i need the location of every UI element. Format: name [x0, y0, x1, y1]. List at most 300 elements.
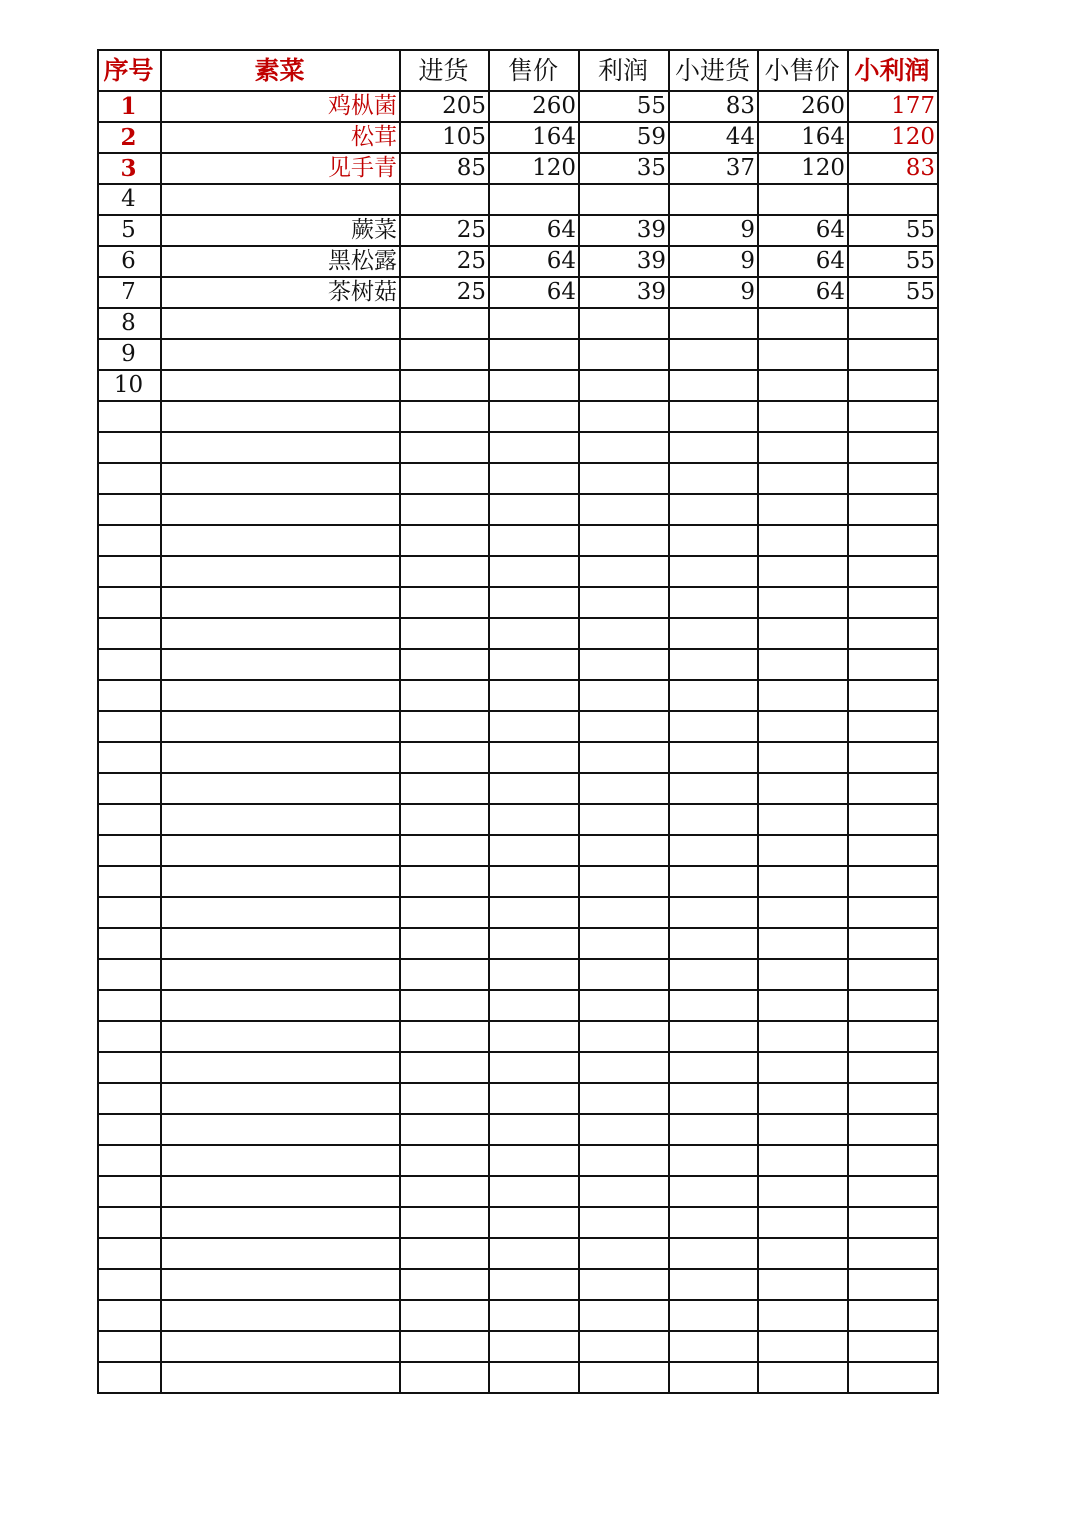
empty-cell — [758, 556, 848, 587]
profit-value: 39 — [579, 215, 669, 246]
purchase-value: 25 — [400, 215, 489, 246]
empty-cell — [161, 649, 400, 680]
empty-cell — [758, 680, 848, 711]
empty-cell — [758, 959, 848, 990]
empty-table-row — [98, 1114, 938, 1145]
purchase-value: 85 — [400, 153, 489, 184]
empty-cell — [669, 1083, 758, 1114]
empty-cell — [579, 649, 669, 680]
empty-cell — [400, 432, 489, 463]
profit-value: 55 — [579, 91, 669, 122]
empty-cell — [161, 494, 400, 525]
small-sale-price-value — [758, 308, 848, 339]
empty-cell — [489, 432, 579, 463]
empty-cell — [669, 1331, 758, 1362]
empty-cell — [161, 835, 400, 866]
empty-cell — [400, 525, 489, 556]
empty-table-row — [98, 649, 938, 680]
empty-cell — [161, 1362, 400, 1393]
header-small-sale-price: 小售价 — [758, 50, 848, 91]
empty-cell — [400, 1300, 489, 1331]
empty-cell — [98, 680, 161, 711]
empty-cell — [848, 928, 938, 959]
empty-cell — [98, 556, 161, 587]
empty-cell — [400, 959, 489, 990]
purchase-value — [400, 339, 489, 370]
profit-value — [579, 370, 669, 401]
empty-table-row — [98, 773, 938, 804]
empty-cell — [161, 928, 400, 959]
empty-cell — [400, 494, 489, 525]
empty-cell — [758, 928, 848, 959]
header-purchase: 进货 — [400, 50, 489, 91]
row-index: 6 — [98, 246, 161, 277]
empty-cell — [489, 525, 579, 556]
vegetable-name: 鸡枞菌 — [161, 91, 400, 122]
empty-cell — [579, 1362, 669, 1393]
empty-cell — [161, 1331, 400, 1362]
empty-cell — [758, 835, 848, 866]
small-purchase-value: 37 — [669, 153, 758, 184]
header-sale-price: 售价 — [489, 50, 579, 91]
empty-cell — [98, 866, 161, 897]
empty-cell — [400, 1362, 489, 1393]
empty-table-row — [98, 401, 938, 432]
empty-cell — [400, 1114, 489, 1145]
empty-cell — [400, 680, 489, 711]
empty-cell — [161, 742, 400, 773]
empty-cell — [161, 1145, 400, 1176]
empty-cell — [848, 990, 938, 1021]
empty-cell — [98, 587, 161, 618]
empty-cell — [669, 556, 758, 587]
empty-cell — [161, 1269, 400, 1300]
row-index: 8 — [98, 308, 161, 339]
header-small-purchase: 小进货 — [669, 50, 758, 91]
empty-cell — [579, 432, 669, 463]
empty-cell — [848, 432, 938, 463]
vegetable-name — [161, 339, 400, 370]
empty-cell — [579, 711, 669, 742]
empty-cell — [848, 1114, 938, 1145]
empty-cell — [161, 711, 400, 742]
sale-price-value — [489, 370, 579, 401]
empty-cell — [489, 773, 579, 804]
empty-cell — [758, 1362, 848, 1393]
vegetable-name — [161, 308, 400, 339]
empty-cell — [669, 928, 758, 959]
table-row — [98, 91, 938, 122]
table-row — [98, 215, 938, 246]
empty-cell — [758, 494, 848, 525]
empty-cell — [400, 835, 489, 866]
empty-cell — [98, 1300, 161, 1331]
profit-value — [579, 339, 669, 370]
empty-cell — [579, 928, 669, 959]
empty-cell — [848, 463, 938, 494]
empty-cell — [848, 1300, 938, 1331]
empty-cell — [579, 1207, 669, 1238]
empty-cell — [758, 866, 848, 897]
small-profit-value — [848, 184, 938, 215]
profit-value — [579, 184, 669, 215]
small-profit-value — [848, 339, 938, 370]
empty-cell — [579, 1238, 669, 1269]
empty-cell — [579, 1052, 669, 1083]
row-index: 9 — [98, 339, 161, 370]
empty-cell — [848, 1207, 938, 1238]
empty-cell — [579, 587, 669, 618]
empty-cell — [400, 587, 489, 618]
table-row — [98, 339, 938, 370]
small-profit-value — [848, 308, 938, 339]
sale-price-value — [489, 308, 579, 339]
empty-cell — [848, 711, 938, 742]
small-profit-value: 120 — [848, 122, 938, 153]
empty-cell — [669, 742, 758, 773]
header-profit: 利润 — [579, 50, 669, 91]
empty-cell — [758, 463, 848, 494]
empty-cell — [161, 1114, 400, 1145]
empty-table-row — [98, 866, 938, 897]
empty-cell — [400, 1145, 489, 1176]
empty-cell — [489, 680, 579, 711]
empty-cell — [669, 1176, 758, 1207]
empty-cell — [400, 1269, 489, 1300]
empty-cell — [758, 742, 848, 773]
small-profit-value: 55 — [848, 246, 938, 277]
empty-cell — [161, 618, 400, 649]
empty-cell — [669, 1238, 758, 1269]
empty-cell — [758, 401, 848, 432]
empty-cell — [98, 835, 161, 866]
empty-cell — [758, 587, 848, 618]
empty-table-row — [98, 742, 938, 773]
empty-cell — [161, 556, 400, 587]
vegetable-name: 茶树菇 — [161, 277, 400, 308]
vegetable-name: 蕨菜 — [161, 215, 400, 246]
empty-cell — [669, 1052, 758, 1083]
empty-cell — [489, 587, 579, 618]
empty-cell — [669, 990, 758, 1021]
profit-value: 59 — [579, 122, 669, 153]
empty-cell — [161, 1052, 400, 1083]
empty-cell — [98, 928, 161, 959]
empty-cell — [848, 773, 938, 804]
empty-cell — [669, 649, 758, 680]
empty-cell — [489, 1021, 579, 1052]
small-purchase-value: 9 — [669, 215, 758, 246]
empty-cell — [400, 401, 489, 432]
small-purchase-value — [669, 370, 758, 401]
empty-cell — [758, 1269, 848, 1300]
empty-cell — [848, 959, 938, 990]
empty-cell — [98, 494, 161, 525]
empty-cell — [758, 525, 848, 556]
empty-cell — [161, 1207, 400, 1238]
empty-table-row — [98, 835, 938, 866]
empty-cell — [848, 1021, 938, 1052]
empty-cell — [579, 1114, 669, 1145]
empty-cell — [98, 990, 161, 1021]
empty-cell — [489, 556, 579, 587]
empty-cell — [579, 742, 669, 773]
empty-cell — [848, 1176, 938, 1207]
empty-cell — [669, 401, 758, 432]
empty-cell — [98, 959, 161, 990]
empty-cell — [848, 804, 938, 835]
small-profit-value: 177 — [848, 91, 938, 122]
empty-cell — [579, 1176, 669, 1207]
small-sale-price-value — [758, 339, 848, 370]
empty-cell — [98, 773, 161, 804]
empty-cell — [489, 1238, 579, 1269]
empty-cell — [161, 773, 400, 804]
empty-cell — [98, 1331, 161, 1362]
sale-price-value: 64 — [489, 246, 579, 277]
empty-table-row — [98, 587, 938, 618]
empty-cell — [98, 618, 161, 649]
empty-cell — [489, 494, 579, 525]
empty-cell — [848, 494, 938, 525]
profit-value: 39 — [579, 277, 669, 308]
empty-cell — [669, 866, 758, 897]
empty-cell — [98, 1269, 161, 1300]
empty-cell — [161, 1238, 400, 1269]
small-sale-price-value: 260 — [758, 91, 848, 122]
empty-cell — [848, 556, 938, 587]
empty-cell — [579, 773, 669, 804]
row-index: 1 — [98, 91, 161, 122]
small-purchase-value: 83 — [669, 91, 758, 122]
empty-cell — [848, 1269, 938, 1300]
header-small-profit: 小利润 — [848, 50, 938, 91]
header-index: 序号 — [98, 50, 161, 91]
empty-cell — [669, 680, 758, 711]
empty-cell — [489, 959, 579, 990]
empty-cell — [758, 1083, 848, 1114]
empty-cell — [758, 1238, 848, 1269]
empty-cell — [161, 990, 400, 1021]
empty-cell — [98, 432, 161, 463]
empty-cell — [669, 835, 758, 866]
vegetable-name: 黑松露 — [161, 246, 400, 277]
empty-cell — [489, 1176, 579, 1207]
empty-table-row — [98, 1083, 938, 1114]
small-purchase-value — [669, 184, 758, 215]
empty-cell — [400, 1176, 489, 1207]
empty-cell — [400, 649, 489, 680]
empty-cell — [758, 711, 848, 742]
empty-cell — [98, 1362, 161, 1393]
row-index: 2 — [98, 122, 161, 153]
empty-cell — [98, 1052, 161, 1083]
empty-cell — [848, 1362, 938, 1393]
empty-cell — [669, 804, 758, 835]
purchase-value — [400, 308, 489, 339]
profit-value: 39 — [579, 246, 669, 277]
empty-cell — [579, 401, 669, 432]
empty-table-row — [98, 959, 938, 990]
empty-cell — [400, 556, 489, 587]
empty-cell — [400, 618, 489, 649]
empty-cell — [758, 1021, 848, 1052]
empty-cell — [848, 866, 938, 897]
table-row — [98, 184, 938, 215]
row-index: 3 — [98, 153, 161, 184]
empty-cell — [98, 1238, 161, 1269]
purchase-value — [400, 370, 489, 401]
empty-cell — [669, 618, 758, 649]
empty-cell — [489, 1300, 579, 1331]
purchase-value: 25 — [400, 277, 489, 308]
empty-cell — [579, 897, 669, 928]
profit-value: 35 — [579, 153, 669, 184]
empty-cell — [489, 463, 579, 494]
empty-cell — [758, 1207, 848, 1238]
empty-table-row — [98, 1021, 938, 1052]
empty-cell — [579, 494, 669, 525]
empty-cell — [489, 928, 579, 959]
empty-cell — [98, 525, 161, 556]
empty-cell — [400, 1331, 489, 1362]
empty-cell — [161, 866, 400, 897]
empty-cell — [579, 1021, 669, 1052]
small-profit-value — [848, 370, 938, 401]
empty-cell — [758, 649, 848, 680]
empty-cell — [161, 587, 400, 618]
empty-cell — [848, 897, 938, 928]
empty-cell — [669, 525, 758, 556]
empty-cell — [161, 463, 400, 494]
empty-cell — [848, 835, 938, 866]
vegetable-price-table — [97, 49, 939, 1394]
empty-table-row — [98, 990, 938, 1021]
empty-cell — [489, 1145, 579, 1176]
empty-cell — [848, 1145, 938, 1176]
empty-cell — [579, 463, 669, 494]
empty-cell — [579, 804, 669, 835]
vegetable-name: 松茸 — [161, 122, 400, 153]
sale-price-value: 120 — [489, 153, 579, 184]
empty-cell — [669, 494, 758, 525]
purchase-value — [400, 184, 489, 215]
empty-cell — [848, 1331, 938, 1362]
empty-table-row — [98, 618, 938, 649]
empty-cell — [579, 680, 669, 711]
empty-cell — [848, 525, 938, 556]
empty-cell — [98, 1176, 161, 1207]
empty-cell — [400, 1238, 489, 1269]
sale-price-value: 260 — [489, 91, 579, 122]
empty-cell — [489, 1083, 579, 1114]
empty-cell — [489, 804, 579, 835]
empty-cell — [758, 1300, 848, 1331]
empty-cell — [400, 773, 489, 804]
sale-price-value — [489, 184, 579, 215]
empty-cell — [98, 1083, 161, 1114]
empty-cell — [400, 1052, 489, 1083]
empty-table-row — [98, 1362, 938, 1393]
empty-cell — [489, 1362, 579, 1393]
small-sale-price-value: 64 — [758, 277, 848, 308]
small-sale-price-value — [758, 184, 848, 215]
empty-cell — [848, 618, 938, 649]
vegetable-name: 见手青 — [161, 153, 400, 184]
empty-cell — [669, 959, 758, 990]
empty-cell — [98, 742, 161, 773]
empty-table-row — [98, 1269, 938, 1300]
table-row — [98, 277, 938, 308]
table-row — [98, 122, 938, 153]
small-sale-price-value: 164 — [758, 122, 848, 153]
empty-cell — [848, 649, 938, 680]
empty-cell — [579, 1300, 669, 1331]
empty-cell — [161, 804, 400, 835]
empty-cell — [98, 401, 161, 432]
empty-cell — [98, 463, 161, 494]
sale-price-value: 64 — [489, 215, 579, 246]
vegetable-name — [161, 370, 400, 401]
empty-cell — [489, 897, 579, 928]
small-profit-value: 83 — [848, 153, 938, 184]
empty-cell — [758, 773, 848, 804]
empty-cell — [848, 1083, 938, 1114]
empty-cell — [758, 1114, 848, 1145]
table-row — [98, 370, 938, 401]
empty-cell — [98, 897, 161, 928]
empty-cell — [669, 897, 758, 928]
empty-table-row — [98, 556, 938, 587]
empty-cell — [579, 990, 669, 1021]
row-index: 4 — [98, 184, 161, 215]
row-index: 5 — [98, 215, 161, 246]
empty-cell — [489, 866, 579, 897]
empty-cell — [489, 990, 579, 1021]
empty-cell — [669, 587, 758, 618]
empty-cell — [758, 1176, 848, 1207]
empty-cell — [489, 835, 579, 866]
empty-cell — [579, 618, 669, 649]
empty-cell — [489, 1331, 579, 1362]
empty-cell — [669, 1021, 758, 1052]
empty-cell — [669, 1300, 758, 1331]
row-index: 7 — [98, 277, 161, 308]
purchase-value: 25 — [400, 246, 489, 277]
empty-cell — [400, 804, 489, 835]
empty-cell — [669, 1207, 758, 1238]
empty-cell — [489, 742, 579, 773]
empty-cell — [758, 432, 848, 463]
empty-cell — [489, 649, 579, 680]
empty-cell — [579, 835, 669, 866]
empty-table-row — [98, 711, 938, 742]
empty-table-row — [98, 804, 938, 835]
small-purchase-value: 44 — [669, 122, 758, 153]
empty-cell — [848, 587, 938, 618]
empty-cell — [161, 959, 400, 990]
empty-cell — [579, 959, 669, 990]
empty-cell — [579, 525, 669, 556]
empty-cell — [669, 1114, 758, 1145]
empty-cell — [98, 711, 161, 742]
empty-cell — [489, 1269, 579, 1300]
empty-cell — [489, 1052, 579, 1083]
small-sale-price-value: 64 — [758, 215, 848, 246]
empty-cell — [669, 432, 758, 463]
small-purchase-value: 9 — [669, 246, 758, 277]
empty-cell — [758, 804, 848, 835]
